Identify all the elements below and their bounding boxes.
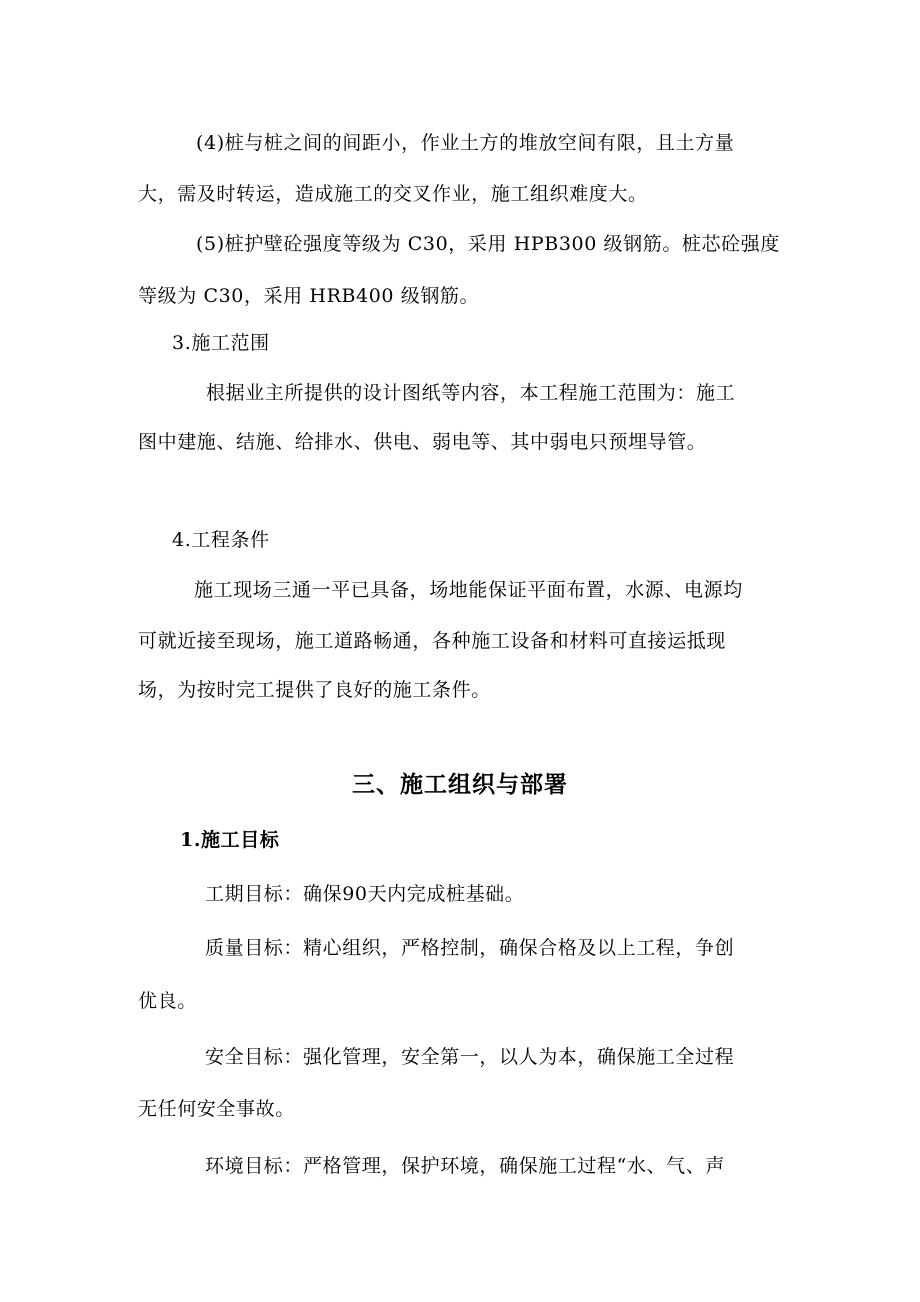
section-4-paragraph-line-2: 可就近接至现场，施工道路畅通，各种施工设备和材料可直接运抵现: [138, 630, 727, 652]
subsection-1-heading: 1.施工目标: [180, 829, 280, 851]
safety-goal-line-1: 安全目标：强化管理，安全第一，以人为本，确保施工全过程: [205, 1046, 735, 1068]
item-4-line-2: 大，需及时转运，造成施工的交叉作业，施工组织难度大。: [138, 183, 648, 205]
section-4-heading: 4.工程条件: [172, 529, 270, 551]
item-4-line-1: (4)桩与桩之间的间距小，作业土方的堆放空间有限，且土方量: [196, 132, 735, 154]
item-5-line-1: (5)桩护壁砼强度等级为 C30，采用 HPB300 级钢筋。桩芯砼强度: [196, 233, 780, 255]
section-3-paragraph-line-2: 图中建施、结施、给排水、供电、弱电等、其中弱电只预埋导管。: [138, 431, 707, 453]
section-3-paragraph-line-1: 根据业主所提供的设计图纸等内容，本工程施工范围为：施工: [206, 382, 736, 404]
quality-goal-line-1: 质量目标：精心组织，严格控制，确保合格及以上工程，争创: [205, 937, 735, 959]
section-4-paragraph-line-3: 场，为按时完工提供了良好的施工条件。: [138, 679, 491, 701]
safety-goal-line-2: 无任何安全事故。: [138, 1098, 295, 1120]
chapter-title: 三、施工组织与部署: [352, 771, 568, 798]
item-5-line-2: 等级为 C30，采用 HRB400 级钢筋。: [138, 285, 480, 307]
quality-goal-line-2: 优良。: [138, 990, 197, 1012]
section-3-heading: 3.施工范围: [172, 332, 270, 354]
schedule-goal: 工期目标：确保90天内完成桩基础。: [205, 883, 525, 905]
section-4-paragraph-line-1: 施工现场三通一平已具备，场地能保证平面布置，水源、电源均: [194, 579, 743, 601]
environment-goal-line-1: 环境目标：严格管理，保护环境，确保施工过程“水、气、声: [205, 1155, 725, 1177]
